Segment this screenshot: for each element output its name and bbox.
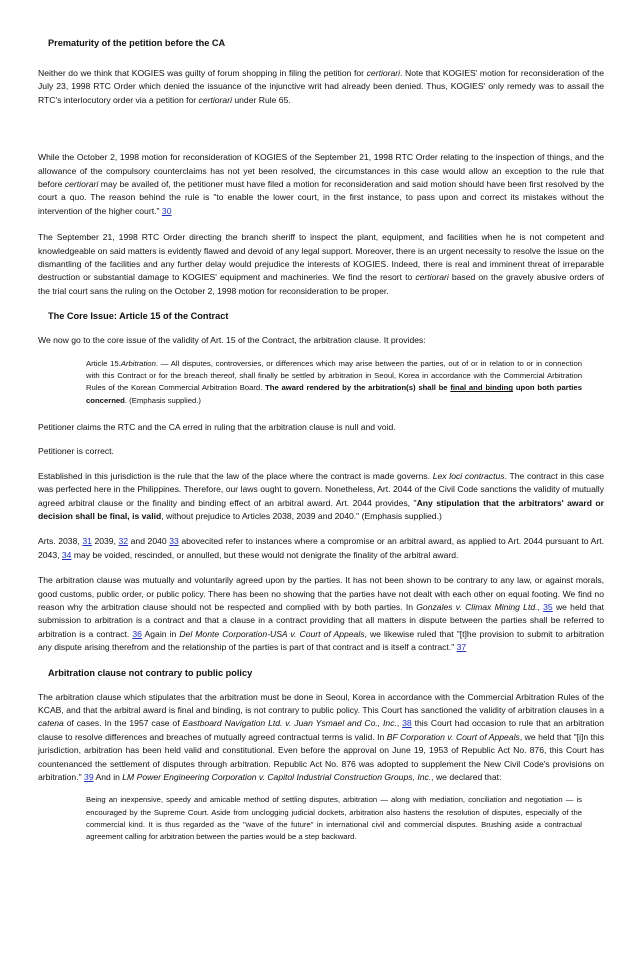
- paragraph-motion-reconsideration: While the October 2, 1998 motion for reconsideration of KOGIES of the September 21, 1998 RTC Order relating to the inspection of things, and the allowance of the compulsory counterclaims has not yet been resolved, the circumstances in this case would allow an exception to the rule that before certiorari may be availed of, the petitioner must have filed a motion for reconsideration and said motion should have been first resolved by the court a quo. The reason behind the rule is "to enable the lower court, in the first instance, to pass upon and correct its mistakes without the intervention of the higher court." 30: [38, 152, 604, 216]
- paragraph-forum-shopping: Neither do we think that KOGIES was guilty of forum shopping in filing the petition for certiorari. Note that KOGIES' motion for reconsideration of the July 23, 1998 RTC Order which denied the issuance of the injunctive writ had already been denied. Thus, KOGIES' only remedy was to assail the RTC's interlocutory order via a petition for certiorari under Rule 65.: [38, 68, 604, 105]
- section-heading-prematurity: Prematurity of the petition before the CA: [48, 38, 226, 48]
- paragraph-core-issue-intro: We now go to the core issue of the validity of Art. 15 of the Contract, the arbitration clause. It provides:: [38, 335, 426, 346]
- paragraph-arbitration-clause-agreed: The arbitration clause was mutually and voluntarily agreed upon by the parties. It has not been shown to be contrary to any law, or against morals, good customs, public order, or public policy. There has been no showing that the parties have not dealt with each other on equal footing. We find no reason why the arbitration clause should not be respected and complied with by both parties. In Gonzales v. Climax Mining Ltd., 35 we held that submission to arbitration is a contract and that a clause in a contract providing that all matters in dispute between the parties shall be referred to arbitration is a contract. 36 Again in Del Monte Corporation-USA v. Court of Appeals, we likewise ruled that "[t]he provision to submit to arbitration any dispute arising therefrom and the relationship of the parties is part of that contract and is itself a contract." 37: [38, 575, 605, 653]
- section-heading-core-issue: The Core Issue: Article 15 of the Contract: [48, 311, 229, 322]
- footnote-link-35[interactable]: 35: [543, 601, 553, 612]
- footnote-link-33[interactable]: 33: [169, 536, 179, 547]
- footnote-link-37[interactable]: 37: [456, 642, 467, 653]
- footnote-link-34[interactable]: 34: [61, 549, 72, 560]
- footnote-link-30[interactable]: 30: [161, 205, 172, 216]
- footnote-link-31[interactable]: 31: [82, 536, 92, 547]
- footnote-link-38[interactable]: 38: [402, 718, 412, 729]
- blockquote-lm-power: Being an inexpensive, speedy and amicable method of settling disputes, arbitration — along with mediation, conciliation and negotiation — is encouraged by the Supreme Court. Aside from unclogging judicial dockets, arbitration also hastens the resolution of disputes, especially of the commercial kind. It is thus regarded as the "wave of the future" in international civil and commercial disputes. Brushing aside a contractual agreement calling for arbitration between the parties would be a step backward.: [86, 795, 582, 842]
- paragraph-seoul-arbitration: The arbitration clause which stipulates that the arbitration must be done in Seoul, Korea in accordance with the Commercial Arbitration Rules of the KCAB, and that the arbitral award is final and binding, is not contrary to public policy. This Court has sanctioned the validity of arbitration clauses in a catena of cases. In the 1957 case of Eastboard Navigation Ltd. v. Juan Ysmael and Co., Inc., 38 this Court had occasion to rule that an arbitration clause to resolve differences and breaches of mutually agreed contractual terms is valid. In BF Corporation v. Court of Appeals, we held that "[i]n this jurisdiction, arbitration has been held valid and constitutional. Even before the approval on June 19, 1953 of Republic Act No. 876, this Court has countenanced the settlement of disputes through arbitration. Republic Act No. 876 was adopted to supplement the New Civil Code's provisions on arbitration." 39 And in LM Power Engineering Corporation v. Capitol Industrial Construction Groups, Inc., we declared that:: [38, 691, 605, 782]
- footnote-link-39[interactable]: 39: [84, 772, 94, 782]
- blockquote-article-15: Article 15.Arbitration. — All disputes, controversies, or differences which may arise between the parties, out of or in relation to or in connection with this Contract or for the breach thereof, shall finally be settled by arbitration in Seoul, Korea in accordance with the Commercial Arbitration Rules of the Korean Commercial Arbitration Board. The award rendered by the arbitration(s) shall be final and binding upon both parties concerned. (Emphasis supplied.): [86, 358, 582, 405]
- paragraph-rtc-order: The September 21, 1998 RTC Order directing the branch sheriff to inspect the plant, equipment, and facilities when he is not competent and knowledgeable on said matters is evidently flawed and devoid of any legal support. Moreover, there is an urgent necessity to resolve the issue on the dismantling of the facilities and any further delay would prejudice the interests of KOGIES. Indeed, there is real and imminent threat of irreparable destruction or substantial damage to KOGIES' equipment and machineries. We find the resort to certiorari based on the gravely abusive orders of the trial court sans the ruling on the October 2, 1998 motion for reconsideration to be proper.: [38, 232, 604, 296]
- footnote-link-32[interactable]: 32: [118, 536, 129, 547]
- section-heading-public-policy: Arbitration clause not contrary to public policy: [48, 667, 253, 678]
- paragraph-petitioner-claims: Petitioner claims the RTC and the CA erred in ruling that the arbitration clause is null and void.: [38, 421, 396, 432]
- paragraph-lex-loci: Established in this jurisdiction is the rule that the law of the place where the contract is made governs. Lex loci contractus. The contract in this case was perfected here in the Philippines. Therefore, our laws ought to govern. Nonetheless, Art. 2044 of the Civil Code sanctions the validity of mutually agreed arbitral clause or the finality and binding effect of an arbitral award. Art. 2044 provides, "Any stipulation that the arbitrators' award or decision shall be final, is valid, without prejudice to Articles 2038, 2039 and 2040." (Emphasis supplied.): [38, 470, 605, 521]
- paragraph-petitioner-correct: Petitioner is correct.: [38, 446, 114, 457]
- footnote-link-36[interactable]: 36: [132, 628, 142, 639]
- paragraph-articles-2038-2040: Arts. 2038, 31 2039, 32 and 2040 33 abovecited refer to instances where a compromise or an arbitral award, as applied to Art. 2044 pursuant to Art. 2043, 34 may be voided, rescinded, or annulled, but these would not denigrate the finality of the arbitral award.: [38, 536, 604, 560]
